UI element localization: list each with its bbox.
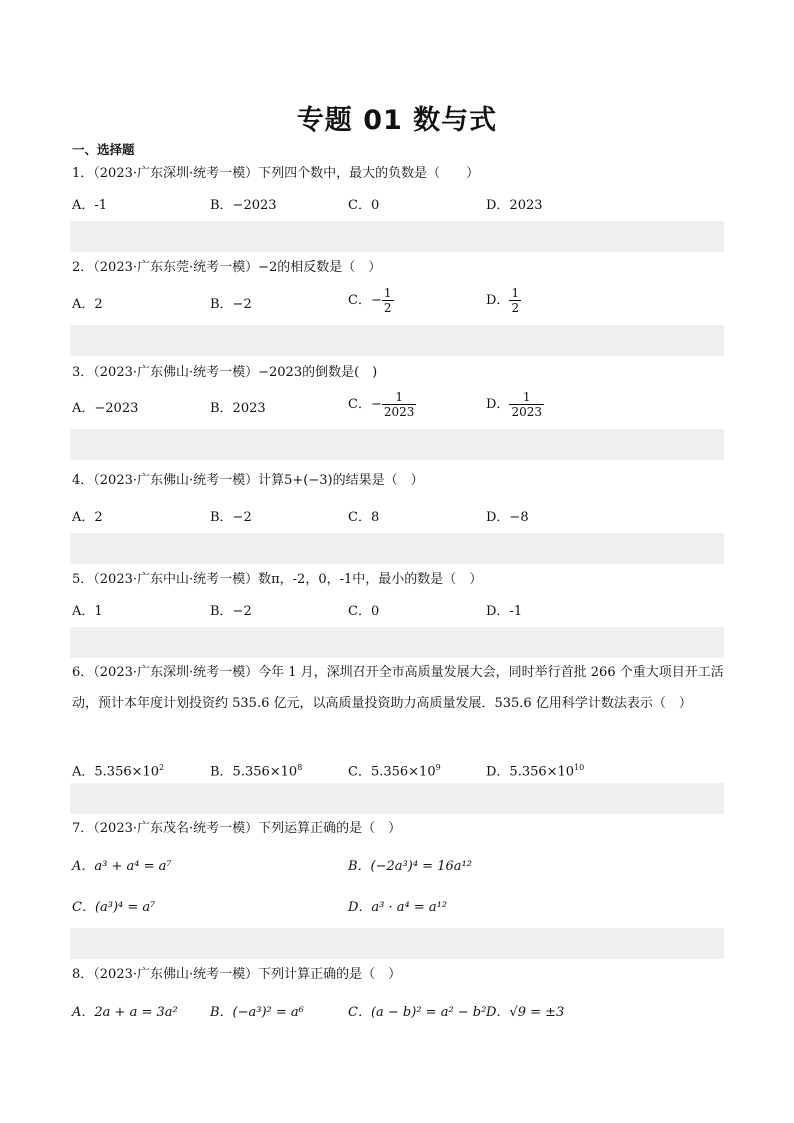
question-8-option-a[interactable]: A．2a + a = 3a² — [72, 1005, 178, 1020]
option-letter: D． — [486, 293, 510, 308]
question-1-option-d[interactable]: D．2023 — [486, 198, 543, 213]
question-7-option-d[interactable]: D．a³ · a⁴ = a¹² — [348, 900, 448, 915]
question-4-option-b[interactable]: B．−2 — [210, 510, 252, 525]
denominator: 2 — [511, 301, 520, 315]
document-title: 专题 01 数与式 — [296, 105, 498, 136]
question-2-stem: 2．（2023·广东东莞·统考一模）−2的相反数是（ ） — [72, 260, 382, 275]
question-1-option-c[interactable]: C．0 — [348, 198, 380, 213]
question-8-option-d[interactable]: D．√9 = ±3 — [486, 1005, 565, 1020]
option-text: D．5.356×10 — [486, 764, 575, 780]
numerator: 1 — [511, 286, 520, 300]
fraction — [509, 286, 521, 315]
denominator: 2023 — [383, 405, 415, 419]
exponent: 2 — [159, 763, 165, 772]
numerator: 1 — [383, 286, 392, 300]
numerator: 1 — [382, 390, 417, 405]
answer-band — [70, 429, 724, 460]
minus-sign: − — [370, 397, 382, 412]
answer-band — [70, 928, 724, 959]
question-5-option-a[interactable]: A．1 — [72, 604, 103, 619]
question-2-option-d[interactable] — [486, 286, 521, 315]
question-5-stem: 5．（2023·广东中山·统考一模）数π，-2，0，-1中，最小的数是（ ） — [72, 572, 483, 587]
question-4-option-d[interactable]: D．−8 — [486, 510, 529, 525]
question-8-option-b[interactable]: B．(−a³)² = a⁶ — [210, 1005, 304, 1020]
option-letter: D． — [486, 397, 510, 412]
question-8-stem: 8．（2023·广东佛山·统考一模）下列计算正确的是（ ） — [72, 967, 402, 982]
exponent: 9 — [435, 763, 441, 772]
question-6-option-a[interactable] — [72, 760, 164, 780]
answer-band — [70, 325, 724, 356]
question-3-option-c[interactable] — [348, 390, 416, 419]
fraction — [382, 390, 417, 419]
question-5-option-b[interactable]: B．−2 — [210, 604, 252, 619]
question-6-stem: 6．（2023·广东深圳·统考一模）今年 1 月，深圳召开全市高质量发展大会，同时举行首批 266 个重大项目开工活动，预计本年度计划投资约 535.6 亿元，以高质量投资助力高质量发展．535.6 亿用科学计数法表示（ ） — [72, 665, 724, 711]
question-5-option-c[interactable]: C．0 — [348, 604, 380, 619]
question-7-option-b[interactable]: B．(−2a³)⁴ = 16a¹² — [348, 859, 472, 874]
answer-band — [70, 627, 724, 658]
minus-sign: − — [370, 293, 382, 308]
fraction — [509, 390, 544, 419]
option-text: C．5.356×10 — [348, 764, 436, 780]
question-2-option-a[interactable]: A．2 — [72, 297, 103, 312]
question-1-option-a[interactable]: A．-1 — [72, 198, 108, 213]
option-letter: C． — [348, 397, 371, 412]
exponent: 8 — [297, 763, 303, 772]
question-6-option-d[interactable] — [486, 760, 584, 780]
question-7-option-c[interactable]: C．(a³)⁴ = a⁷ — [72, 900, 156, 915]
question-3-option-a[interactable]: A．−2023 — [72, 401, 139, 416]
question-4-stem: 4．（2023·广东佛山·统考一模）计算5+(−3)的结果是（ ） — [72, 473, 424, 488]
question-7-option-a[interactable]: A．a³ + a⁴ = a⁷ — [72, 859, 172, 874]
question-5-option-d[interactable]: D．-1 — [486, 604, 523, 619]
question-6-option-c[interactable] — [348, 760, 441, 780]
exponent: 10 — [574, 763, 585, 772]
question-3-option-d[interactable] — [486, 390, 544, 419]
denominator: 2023 — [511, 405, 542, 419]
question-8-option-c[interactable]: C．(a − b)² = a² − b² — [348, 1005, 487, 1020]
question-3-option-b[interactable]: B．2023 — [210, 401, 266, 416]
question-1-stem: 1．（2023·广东深圳·统考一模）下列四个数中，最大的负数是（ ） — [72, 166, 480, 181]
option-letter: C． — [348, 293, 371, 308]
question-1-option-b[interactable]: B．−2023 — [210, 198, 277, 213]
question-3-stem: 3．（2023·广东佛山·统考一模）−2023的倒数是( ) — [72, 365, 378, 380]
section-heading: 一、选择题 — [72, 142, 135, 157]
question-7-stem: 7．（2023·广东茂名·统考一模）下列运算正确的是（ ） — [72, 821, 402, 836]
numerator: 1 — [509, 390, 544, 405]
question-4-option-c[interactable]: C．8 — [348, 510, 380, 525]
option-text: A．5.356×10 — [72, 764, 160, 780]
answer-band — [70, 533, 724, 564]
answer-band — [70, 783, 724, 814]
question-6-option-b[interactable] — [210, 760, 302, 780]
denominator: 2 — [383, 301, 392, 315]
question-4-option-a[interactable]: A．2 — [72, 510, 103, 525]
question-2-option-c[interactable] — [348, 286, 394, 315]
answer-band — [70, 221, 724, 252]
fraction — [382, 286, 394, 315]
question-2-option-b[interactable]: B．−2 — [210, 297, 252, 312]
option-text: B．5.356×10 — [210, 764, 298, 780]
